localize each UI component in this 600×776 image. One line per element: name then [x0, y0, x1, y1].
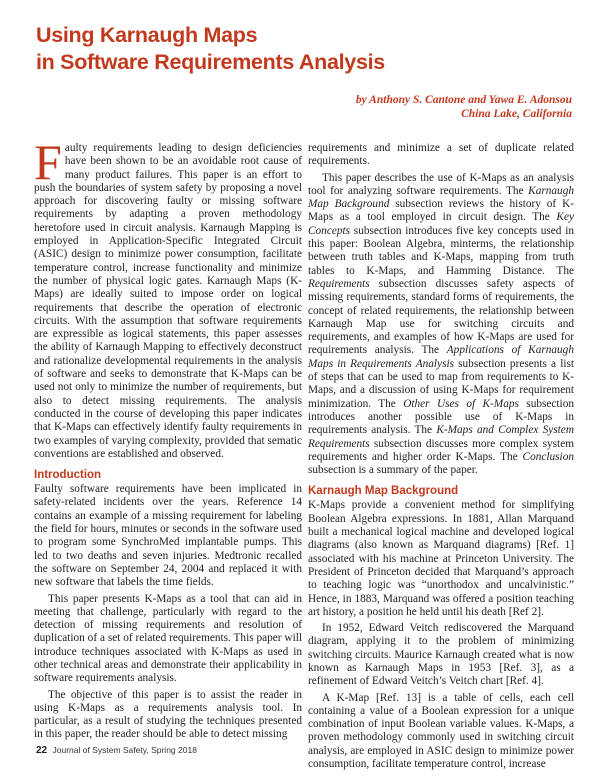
overview-text-8: subsection is a summary of the paper.	[308, 464, 478, 477]
overview-italic-4: Applications of Karnaugh Maps in Requirements Analysis	[308, 344, 574, 370]
kmap-paragraph-3: A K-Map [Ref. 13] is a table of cells, each cell containing a value of a Boolean expression for a unique combination of input Boolean variable values. K-Maps, a proven methodology commonly used in switching circuit analysis, are employed in ASIC design to minimize power consumption, facilitate temperature control, increase	[308, 691, 574, 771]
overview-italic-2: Key Concepts	[308, 211, 574, 237]
overview-italic-6: K-Maps and Complex System Requirements	[308, 424, 574, 450]
overview-text-5: subsection presents a list of steps that can be used to map from requirements to K-Maps, and a discussion of using K-Maps for requirement minimization. The	[308, 357, 575, 410]
journal-name: Journal of System Safety, Spring 2018	[52, 745, 197, 755]
right-paragraph-1: requirements and minimize a set of duplicate related requirements.	[308, 142, 574, 168]
kmap-background-heading: Karnaugh Map Background	[308, 485, 459, 498]
right-column	[308, 142, 574, 771]
title-line-1: Using Karnaugh Maps	[36, 23, 258, 47]
overview-text-4: subsection discusses safety aspects of missing requirements, standard forms of requirements, the concept of related requirements, the relationship between Karnaugh Map use for switching circuits and requirements, and examples of how K-Maps are used for requirements analysis. The	[308, 277, 574, 357]
byline	[356, 94, 572, 121]
overview-text-3: subsection introduces five key concepts used in this paper: Boolean Algebra, minterms, the relationship between truth tables and K-Maps, mapping from truth tables to K-Maps, and Hamming Distance. The	[308, 224, 574, 277]
overview-text-2: subsection reviews the history of K-Maps as a tool employed in circuit design. The	[308, 198, 574, 224]
title-line-2: in Software Requirements Analysis	[36, 50, 385, 74]
overview-italic-3: Requirements	[308, 277, 370, 290]
overview-italic-5: Other Uses of K-Maps	[403, 397, 519, 410]
page-number: 22	[36, 745, 48, 756]
introduction-paragraph-1: Faulty software requirements have been implicated in safety-related incidents over the years. Reference 14 contains an example of a missing requirement for labeling the field for hours, minutes or seconds in the software used to program some SynchroMed implantable pumps. This led to two deaths and seven injuries. Medtronic recalled the software on September 24, 2004 and replaced it with new software that labels the time fields.	[34, 483, 302, 589]
kmap-paragraph-1: K-Maps provide a convenient method for simplifying Boolean Algebra expressions. In 1881, Allan Marquand built a mechanical logical machine and developed logical diagrams (also known as Marquand diagrams) [Ref. 1] associated with his machine at Princeton University. The President of Princeton decided that Marquand’s approach to teaching logic was “unorthodox and uncalvinistic.” Hence, in 1883, Marquand was offered a position teaching art history, a position he held until his death [Ref 2].	[308, 499, 574, 618]
overview-paragraph	[308, 172, 574, 478]
abstract-text: aulty requirements leading to design deficiencies have been shown to be an avoidable root cause of many product failures. This paper is an effort to push the boundaries of system safety by proposing a novel approach for discovering faulty or missing software requirements by adapting a proven methodology heretofore used in circuit analysis. Karnaugh Mapping is employed in Application-Specific Integrated Circuit (ASIC) design to minimize power consumption, facilitate temperature control, increase functionality and minimize the number of physical logic gates. Karnaugh Maps (K-Maps) are ideally suited to impose order on logical requirements that describe the operation of electronic circuits. With the assumption that software requirements are expressible as logical statements, this paper assesses the ability of Karnaugh Mapping to effectively deconstruct and rationalize developmental requirements in the analysis of software and seeks to demonstrate that K-Maps can be used not only to minimize the number of requirements, but also to detect missing requirements. The analysis conducted in the course of developing this paper indicates that K-Maps can effectively identify faulty requirements in two examples of varying complexity, provided that sematic conventions are established and observed.	[34, 142, 302, 460]
overview-italic-7: Conclusion	[522, 450, 574, 463]
introduction-paragraph-2: This paper presents K-Maps as a tool that can aid in meeting that challenge, particularly with regard to the detection of missing requirements and resolution of duplication of a set of related requirements. This paper will introduce techniques associated with K-Maps as used in other technical areas and demonstrate their applicability in software requirements analysis.	[34, 592, 302, 685]
overview-italic-1: Karnaugh Map Background	[308, 184, 574, 211]
overview-text-6: subsection introduces another possible use of K-Maps in requirements analysis. The	[308, 397, 574, 437]
kmap-paragraph-2: In 1952, Edward Veitch rediscovered the Marquand diagram, applying it to the problem of minimizing switching circuits. Maurice Karnaugh created what is now known as Karnaugh Maps in 1953 [Ref. 3], as a refinement of Edward Veitch’s Veitch chart [Ref. 4].	[308, 622, 574, 688]
drop-cap: F	[34, 134, 62, 190]
abstract	[34, 134, 302, 461]
introduction-heading: Introduction	[34, 469, 102, 482]
left-column	[34, 134, 302, 742]
page-footer	[36, 745, 197, 756]
overview-text-7: subsection discusses more complex system requirements and higher order K-Maps. The	[308, 437, 574, 463]
introduction-paragraph-3: The objective of this paper is to assist the reader in using K-Maps as a requirements analysis tool. In particular, as a result of studying the techniques presented in this paper, the reader should be able to detect missing	[34, 688, 302, 741]
location: China Lake, California	[461, 107, 572, 120]
authors: by Anthony S. Cantone and Yawa E. Adonsou	[355, 94, 572, 106]
overview-text-1: This paper describes the use of K-Maps as an analysis tool for analyzing software requirements. The	[308, 171, 574, 197]
article-title	[36, 22, 576, 76]
